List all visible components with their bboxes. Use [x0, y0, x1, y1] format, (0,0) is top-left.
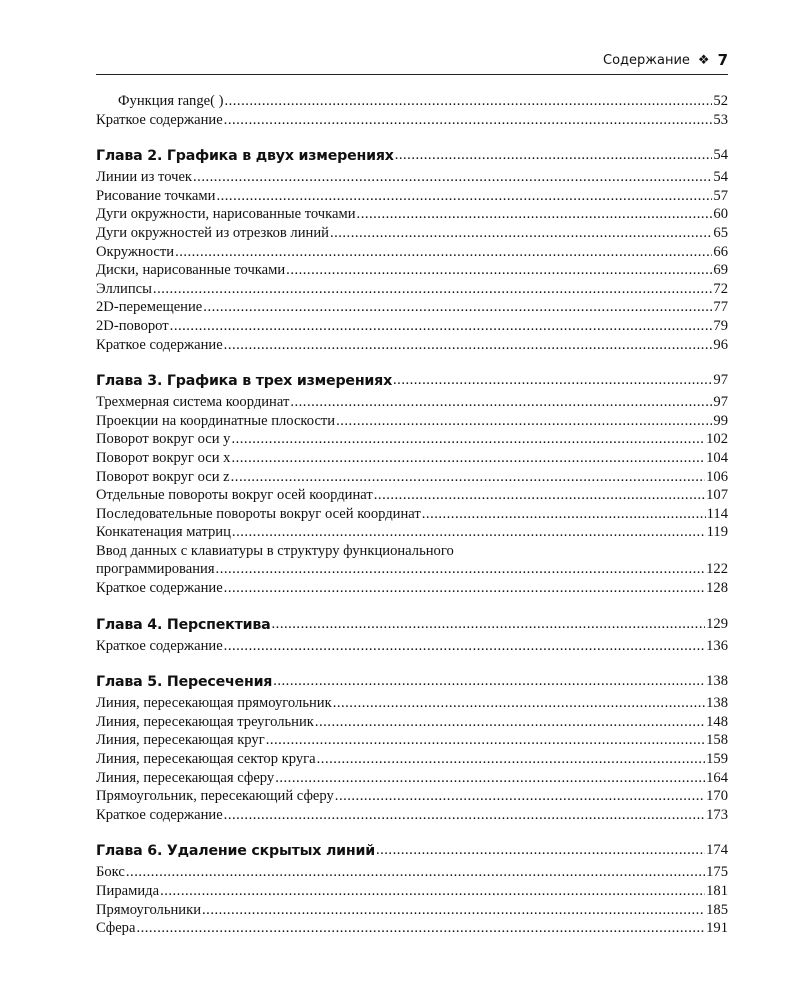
leader-dots — [224, 92, 712, 111]
toc-entry[interactable] — [96, 579, 728, 598]
entry-page: 181 — [706, 883, 728, 899]
header-title: Содержание — [603, 52, 690, 68]
entry-page: 99 — [713, 412, 728, 429]
leader-dots — [216, 187, 712, 206]
leader-dots — [126, 863, 705, 882]
toc-entry[interactable] — [96, 863, 728, 882]
toc-page — [96, 48, 728, 938]
toc-entry[interactable] — [96, 637, 728, 656]
entry-page: 136 — [706, 637, 728, 654]
toc-entry[interactable] — [96, 261, 728, 280]
entry-page: 175 — [706, 864, 728, 881]
entry-label: Конкатенация матриц — [96, 524, 231, 541]
entry-label: Дуги окружности, нарисованные точками — [96, 206, 356, 223]
entry-label: 2D-перемещение — [96, 299, 203, 316]
entry-page: 57 — [713, 187, 728, 204]
leader-dots — [170, 317, 713, 336]
running-header — [96, 48, 728, 72]
entry-label: Функция range( ) — [118, 93, 224, 109]
toc-entry[interactable] — [96, 901, 728, 920]
leader-dots — [224, 111, 713, 130]
leader-dots — [286, 261, 712, 280]
leader-dots — [395, 147, 713, 164]
entry-label: Линия, пересекающая прямоугольник — [96, 695, 332, 712]
toc-entry[interactable] — [96, 205, 728, 224]
chapter-heading[interactable] — [96, 372, 728, 389]
pre-entries — [96, 92, 728, 129]
entry-label: Прямоугольник, пересекающий сферу — [96, 788, 334, 805]
entry-label: Сфера — [96, 920, 136, 937]
toc-entry[interactable] — [96, 694, 728, 713]
entry-page: 54 — [713, 169, 728, 186]
entry-page: 72 — [713, 280, 728, 297]
leader-dots — [374, 486, 705, 505]
entry-label: 2D-поворот — [96, 317, 169, 334]
leader-dots — [153, 280, 712, 299]
leader-dots — [175, 243, 712, 262]
leader-dots — [224, 806, 705, 825]
leader-dots — [224, 637, 705, 656]
entry-page: 69 — [713, 262, 728, 279]
entry-page: 119 — [706, 524, 728, 541]
fleuron-icon: ❖ — [697, 52, 710, 68]
entry-page: 107 — [706, 487, 728, 504]
chapter-2 — [96, 147, 728, 354]
entry-label: Дуги окружностей из отрезков линий — [96, 224, 329, 241]
chapter-page: 54 — [713, 147, 728, 164]
chapter-5 — [96, 673, 728, 824]
leader-dots — [393, 372, 712, 389]
entry-label: Линия, пересекающая треугольник — [96, 713, 314, 730]
toc-entry[interactable] — [96, 787, 728, 806]
entry-page: 159 — [706, 751, 728, 768]
toc-entry[interactable] — [96, 750, 728, 769]
toc-entry[interactable] — [96, 224, 728, 243]
chapter-title: Глава 5. Пересечения — [96, 674, 273, 691]
leader-dots — [422, 505, 706, 524]
chapter-6 — [96, 842, 728, 937]
leader-dots — [290, 393, 712, 412]
leader-dots — [231, 449, 705, 468]
entry-page: 191 — [706, 920, 728, 937]
chapter-heading[interactable] — [96, 616, 728, 633]
chapter-heading[interactable] — [96, 842, 728, 859]
entry-label: Краткое содержание — [96, 580, 223, 597]
leader-dots — [136, 919, 705, 938]
leader-dots — [232, 523, 706, 542]
entry-page: 65 — [713, 224, 728, 241]
leader-dots — [376, 842, 705, 859]
toc-entry[interactable] — [96, 92, 728, 111]
toc-entry[interactable] — [96, 449, 728, 468]
toc-entry[interactable] — [96, 468, 728, 487]
toc-entry[interactable] — [96, 919, 728, 938]
entry-page: 52 — [713, 93, 728, 109]
entry-label: Линия, пересекающая круг — [96, 732, 265, 749]
leader-dots — [336, 412, 712, 431]
leader-dots — [330, 224, 712, 243]
entry-page: 53 — [713, 111, 728, 128]
entry-label: Краткое содержание — [96, 336, 223, 353]
chapter-4 — [96, 616, 728, 656]
entry-page: 79 — [713, 317, 728, 334]
leader-dots — [216, 560, 706, 579]
toc-entry[interactable] — [96, 713, 728, 732]
leader-dots — [266, 731, 705, 750]
leader-dots — [203, 298, 712, 317]
entry-label: Линия, пересекающая сферу — [96, 769, 275, 786]
entry-label: Бокс — [96, 864, 125, 881]
leader-dots — [335, 787, 705, 806]
chapter-page: 97 — [713, 372, 728, 389]
toc-entry[interactable] — [96, 412, 728, 431]
chapter-heading[interactable] — [96, 147, 728, 164]
chapter-title: Глава 2. Графика в двух измерениях — [96, 148, 394, 165]
entry-label: Пирамида — [96, 883, 160, 899]
leader-dots — [231, 430, 705, 449]
leader-dots — [317, 750, 705, 769]
toc-entry[interactable] — [96, 317, 728, 336]
leader-dots — [273, 673, 705, 690]
chapter-3 — [96, 372, 728, 598]
entry-page: 148 — [706, 713, 728, 730]
toc-entry[interactable] — [96, 111, 728, 130]
entry-page: 106 — [706, 468, 728, 485]
entry-label: Поворот вокруг оси y — [96, 431, 231, 448]
entry-page: 102 — [706, 431, 728, 448]
entry-label: Эллипсы — [96, 280, 152, 297]
entry-label: Поворот вокруг оси x — [96, 449, 231, 466]
toc-entry[interactable] — [96, 336, 728, 355]
header-page-number: 7 — [717, 51, 728, 69]
entry-label: Линия, пересекающая сектор круга — [96, 751, 316, 768]
entry-label: Отдельные повороты вокруг осей координат — [96, 487, 373, 504]
entry-label: Рисование точками — [96, 187, 216, 204]
toc-entry[interactable] — [96, 806, 728, 825]
toc-entry[interactable] — [96, 168, 728, 187]
leader-dots — [160, 882, 705, 901]
entry-label: Диски, нарисованные точками — [96, 262, 286, 279]
entry-page: 185 — [706, 901, 728, 918]
leader-dots — [315, 713, 705, 732]
toc-entry[interactable] — [96, 505, 728, 524]
leader-dots — [202, 901, 705, 920]
chapter-page: 129 — [706, 615, 728, 632]
leader-dots — [193, 168, 712, 187]
entry-page: 138 — [706, 695, 728, 712]
toc-entry[interactable] — [96, 243, 728, 262]
chapter-title: Глава 6. Удаление скрытых линий — [96, 843, 375, 860]
entry-page: 97 — [713, 394, 728, 411]
toc-entry[interactable] — [96, 731, 728, 750]
chapter-title: Глава 3. Графика в трех измерениях — [96, 373, 393, 390]
entry-label: Краткое содержание — [96, 806, 223, 823]
entry-page: 173 — [706, 806, 728, 823]
toc-entry-multiline[interactable] — [96, 542, 728, 579]
entry-label: Линии из точек — [96, 169, 193, 186]
toc-entry[interactable] — [96, 769, 728, 788]
entry-label: Проекции на координатные плоскости — [96, 412, 336, 429]
chapter-page: 138 — [706, 673, 728, 690]
chapter-title: Глава 4. Перспектива — [96, 616, 271, 633]
toc-entry-continuation — [96, 560, 728, 579]
entry-label: Краткое содержание — [96, 637, 223, 654]
entry-page: 122 — [706, 561, 728, 578]
leader-dots — [224, 579, 705, 598]
entry-page: 66 — [713, 243, 728, 260]
entry-label: Прямоугольники — [96, 901, 202, 918]
entry-label: Краткое содержание — [96, 111, 223, 128]
toc-entry[interactable] — [96, 523, 728, 542]
leader-dots — [224, 336, 713, 355]
leader-dots — [275, 769, 705, 788]
chapter-heading[interactable] — [96, 673, 728, 690]
entry-page: 77 — [713, 299, 728, 316]
entry-page: 96 — [713, 336, 728, 353]
entry-page: 104 — [706, 449, 728, 466]
leader-dots — [333, 694, 705, 713]
entry-label: Окружности — [96, 243, 175, 260]
entry-label: Последовательные повороты вокруг осей координат — [96, 505, 421, 522]
entry-page: 158 — [706, 732, 728, 749]
entry-page: 128 — [706, 580, 728, 597]
entry-label: программирования — [96, 561, 215, 578]
toc-entry[interactable] — [96, 882, 728, 901]
toc-entry[interactable] — [96, 187, 728, 206]
entry-label: Трехмерная система координат — [96, 394, 290, 411]
toc-entry[interactable] — [96, 280, 728, 299]
toc-entry[interactable] — [96, 298, 728, 317]
header-rule — [96, 74, 728, 75]
toc-entry[interactable] — [96, 486, 728, 505]
entry-page: 114 — [706, 505, 728, 522]
entry-page: 164 — [706, 769, 728, 786]
entry-label-line1: Ввод данных с клавиатуры в структуру функционального — [96, 542, 454, 559]
toc-entry[interactable] — [96, 430, 728, 449]
entry-label: Поворот вокруг оси z — [96, 468, 230, 485]
entry-page: 170 — [706, 788, 728, 805]
toc-entry[interactable] — [96, 393, 728, 412]
chapter-page: 174 — [706, 842, 728, 859]
leader-dots — [272, 616, 706, 633]
leader-dots — [357, 205, 713, 224]
leader-dots — [231, 468, 705, 487]
entry-page: 60 — [713, 206, 728, 223]
